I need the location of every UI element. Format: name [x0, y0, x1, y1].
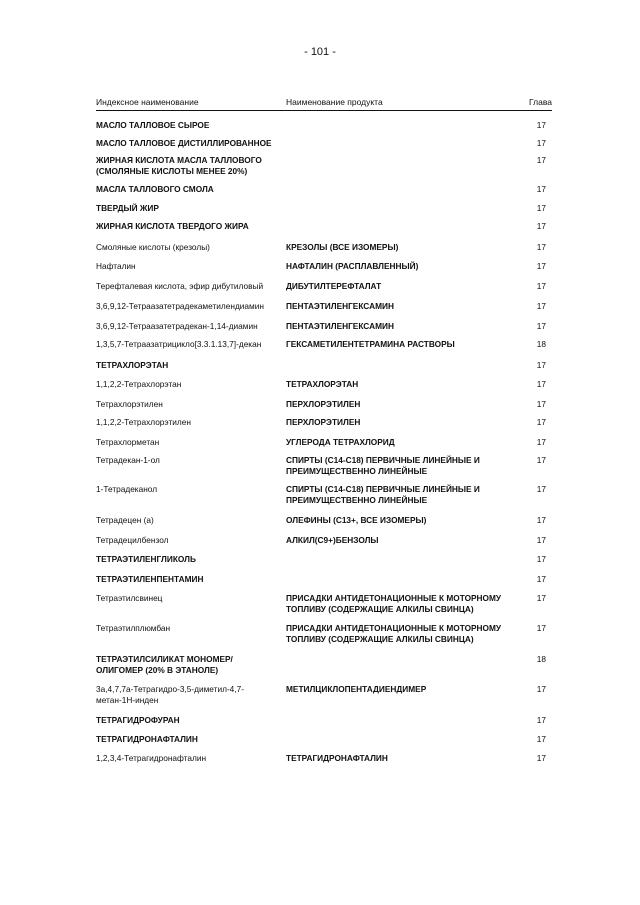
table-row	[96, 184, 552, 195]
chapter-cell	[512, 654, 552, 665]
product-name-cell: КРЕЗОЛЫ (ВСЕ ИЗОМЕРЫ)	[286, 241, 399, 252]
header-index-name: Индексное наименование	[96, 97, 199, 107]
table-row	[96, 301, 552, 312]
index-name-cell: МАСЛО ТАЛЛОВОЕ СЫРОЕ	[96, 120, 210, 130]
chapter-value: 17	[536, 753, 546, 763]
chapter-cell	[512, 715, 552, 726]
index-name-cell: Тетрадекан-1-ол	[96, 455, 160, 465]
chapter-value: 17	[536, 534, 546, 545]
table-row	[96, 120, 552, 131]
index-name-cell: ТЕТРАЭТИЛЕНПЕНТАМИН	[96, 573, 204, 584]
index-name-cell: Нафталин	[96, 261, 136, 271]
chapter-cell	[512, 203, 552, 214]
table-row	[96, 684, 552, 705]
index-name-cell: Тетраэтилплюмбан	[96, 623, 171, 633]
chapter-value: 17	[536, 155, 546, 165]
table-row	[96, 417, 552, 428]
chapter-value: 17	[536, 379, 546, 389]
chapter-value: 18	[536, 339, 546, 349]
chapter-cell	[512, 184, 552, 195]
table-row	[96, 593, 552, 614]
table-row	[96, 321, 552, 332]
product-name-cell: ПРИСАДКИ АНТИДЕТОНАЦИОННЫЕ К МОТОРНОМУ ТОПЛИВУ (СОДЕРЖАЩИЕ АЛКИЛЫ СВИНЦА)	[286, 593, 502, 614]
product-name-cell: СПИРТЫ (С14-С18) ПЕРВИЧНЫЕ ЛИНЕЙНЫЕ И ПРЕИМУЩЕСТВЕННО ЛИНЕЙНЫЕ	[286, 484, 480, 505]
table-row	[96, 379, 552, 390]
chapter-value: 17	[536, 137, 546, 148]
table-row	[96, 623, 552, 644]
product-name-cell: ПЕНТАЭТИЛЕНГЕКСАМИН	[286, 320, 394, 331]
chapter-value: 17	[536, 733, 546, 744]
product-name-cell: МЕТИЛЦИКЛОПЕНТАДИЕНДИМЕР	[286, 684, 427, 694]
chapter-value: 17	[536, 417, 546, 427]
table-row	[96, 261, 552, 272]
chapter-cell	[512, 734, 552, 745]
index-name-cell: ТЕТРАГИДРОНАФТАЛИН	[96, 733, 198, 744]
chapter-value: 17	[536, 455, 546, 465]
chapter-value: 17	[536, 280, 546, 291]
chapter-cell	[512, 301, 552, 312]
chapter-value: 17	[536, 398, 546, 409]
chemical-index-table	[96, 96, 552, 764]
chapter-value: 17	[536, 221, 546, 231]
product-name-cell: НАФТАЛИН (РАСПЛАВЛЕННЫЙ)	[286, 261, 419, 271]
chapter-value: 17	[536, 120, 546, 130]
chapter-cell	[512, 281, 552, 292]
chapter-cell	[512, 417, 552, 428]
product-name-cell: ГЕКСАМЕТИЛЕНТЕТРАМИНА РАСТВОРЫ	[286, 339, 455, 349]
chapter-cell	[512, 242, 552, 253]
chapter-cell	[512, 339, 552, 350]
table-row	[96, 715, 552, 726]
chapter-cell	[512, 455, 552, 466]
index-name-cell: ЖИРНАЯ КИСЛОТА МАСЛА ТАЛЛОВОГО (СМОЛЯНЫЕ КИСЛОТЫ МЕНЕЕ 20%)	[96, 155, 262, 176]
index-name-cell: ТЕТРАГИДРОФУРАН	[96, 715, 180, 725]
product-name-cell: СПИРТЫ (С14-С18) ПЕРВИЧНЫЕ ЛИНЕЙНЫЕ И ПРЕИМУЩЕСТВЕННО ЛИНЕЙНЫЕ	[286, 455, 480, 476]
index-name-cell: 1,1,2,2-Тетрахлорэтилен	[96, 417, 191, 427]
chapter-cell	[512, 753, 552, 764]
product-name-cell: ПЕРХЛОРЭТИЛЕН	[286, 417, 361, 427]
index-name-cell: 3,6,9,12-Тетраазатетрадекан-1,14-диамин	[96, 320, 258, 331]
index-name-cell: Смоляные кислоты (крезолы)	[96, 241, 210, 252]
table-row	[96, 203, 552, 214]
chapter-cell	[512, 321, 552, 332]
chapter-value: 17	[536, 715, 546, 725]
product-name-cell: УГЛЕРОДА ТЕТРАХЛОРИД	[286, 436, 395, 447]
index-name-cell: ТЕТРАХЛОРЭТАН	[96, 359, 169, 370]
product-name-cell: ОЛЕФИНЫ (С13+, ВСЕ ИЗОМЕРЫ)	[286, 515, 427, 525]
chapter-cell	[512, 437, 552, 448]
page-number: - 101 -	[304, 46, 336, 58]
product-name-cell: ТЕТРАХЛОРЭТАН	[286, 379, 359, 389]
product-name-cell: ДИБУТИЛТЕРЕФТАЛАТ	[286, 280, 382, 291]
chapter-value: 17	[536, 184, 546, 194]
index-name-cell: Тетраэтилсвинец	[96, 593, 163, 603]
index-name-cell: Тетрадецилбензол	[96, 534, 169, 545]
table-row	[96, 221, 552, 232]
table-header	[96, 96, 552, 111]
index-name-cell: 1-Тетрадеканол	[96, 484, 158, 494]
chapter-cell	[512, 261, 552, 272]
index-name-cell: 1,1,2,2-Тетрахлорэтан	[96, 379, 182, 389]
chapter-value: 18	[536, 654, 546, 664]
product-name-cell: ТЕТРАГИДРОНАФТАЛИН	[286, 753, 388, 763]
index-name-cell: ТЕТРАЭТИЛСИЛИКАТ МОНОМЕР/ ОЛИГОМЕР (20% В ЭТАНОЛЕ)	[96, 654, 233, 675]
chapter-value: 17	[536, 554, 546, 564]
chapter-value: 17	[536, 484, 546, 494]
chapter-cell	[512, 515, 552, 526]
index-name-cell: 1,3,5,7-Тетраазатрицикло[3.3.1.13,7]-декан	[96, 339, 262, 349]
chapter-value: 17	[536, 359, 546, 370]
header-chapter: Глава	[529, 97, 552, 107]
index-name-cell: 3а,4,7,7а-Тетрагидро-3,5-диметил-4,7-метан-1Н-инден	[96, 684, 244, 705]
table-row	[96, 339, 552, 350]
table-row	[96, 753, 552, 764]
chapter-value: 17	[536, 593, 546, 603]
chapter-value: 17	[536, 573, 546, 584]
index-name-cell: ЖИРНАЯ КИСЛОТА ТВЕРДОГО ЖИРА	[96, 221, 249, 231]
chapter-cell	[512, 360, 552, 371]
index-name-cell: ТЕТРАЭТИЛЕНГЛИКОЛЬ	[96, 554, 196, 564]
chapter-cell	[512, 120, 552, 131]
chapter-value: 17	[536, 301, 546, 311]
product-name-cell: ПЕРХЛОРЭТИЛЕН	[286, 398, 361, 409]
index-name-cell: Тетрадецен (а)	[96, 515, 154, 525]
table-row	[96, 515, 552, 526]
table-row	[96, 484, 552, 505]
chapter-cell	[512, 155, 552, 166]
chapter-value: 17	[536, 241, 546, 252]
chapter-cell	[512, 484, 552, 495]
index-name-cell: МАСЛА ТАЛЛОВОГО СМОЛА	[96, 184, 214, 194]
chapter-cell	[512, 574, 552, 585]
table-row	[96, 554, 552, 565]
index-name-cell: Терефталевая кислота, эфир дибутиловый	[96, 280, 264, 291]
chapter-value: 17	[536, 436, 546, 447]
chapter-cell	[512, 399, 552, 410]
chapter-value: 17	[536, 202, 546, 213]
chapter-cell	[512, 535, 552, 546]
chapter-cell	[512, 138, 552, 149]
table-body	[96, 120, 552, 764]
chapter-value: 17	[536, 261, 546, 271]
table-row	[96, 360, 552, 371]
chapter-cell	[512, 684, 552, 695]
product-name-cell: ПРИСАДКИ АНТИДЕТОНАЦИОННЫЕ К МОТОРНОМУ ТОПЛИВУ (СОДЕРЖАЩИЕ АЛКИЛЫ СВИНЦА)	[286, 623, 502, 644]
table-row	[96, 399, 552, 410]
header-product-name: Наименование продукта	[286, 97, 383, 107]
table-row	[96, 455, 552, 476]
table-row	[96, 535, 552, 546]
table-row	[96, 155, 552, 176]
index-name-cell: Тетрахлорметан	[96, 436, 160, 447]
index-name-cell: МАСЛО ТАЛЛОВОЕ ДИСТИЛЛИРОВАННОЕ	[96, 137, 272, 148]
chapter-value: 17	[536, 515, 546, 525]
table-row	[96, 281, 552, 292]
table-row	[96, 437, 552, 448]
chapter-value: 17	[536, 684, 546, 694]
product-name-cell: ПЕНТАЭТИЛЕНГЕКСАМИН	[286, 301, 394, 311]
index-name-cell: 3,6,9,12-Тетраазатетрадекаметилендиамин	[96, 301, 264, 311]
chapter-value: 17	[536, 320, 546, 331]
table-row	[96, 574, 552, 585]
chapter-cell	[512, 593, 552, 604]
index-name-cell: ТВЕРДЫЙ ЖИР	[96, 202, 159, 213]
table-row	[96, 138, 552, 149]
chapter-value: 17	[536, 623, 546, 633]
index-name-cell: 1,2,3,4-Тетрагидронафталин	[96, 753, 207, 763]
product-name-cell: АЛКИЛ(С9+)БЕНЗОЛЫ	[286, 534, 379, 545]
chapter-cell	[512, 221, 552, 232]
chapter-cell	[512, 554, 552, 565]
table-row	[96, 242, 552, 253]
table-row	[96, 734, 552, 745]
index-name-cell: Тетрахлорэтилен	[96, 398, 163, 409]
table-row	[96, 654, 552, 675]
chapter-cell	[512, 379, 552, 390]
chapter-cell	[512, 623, 552, 634]
